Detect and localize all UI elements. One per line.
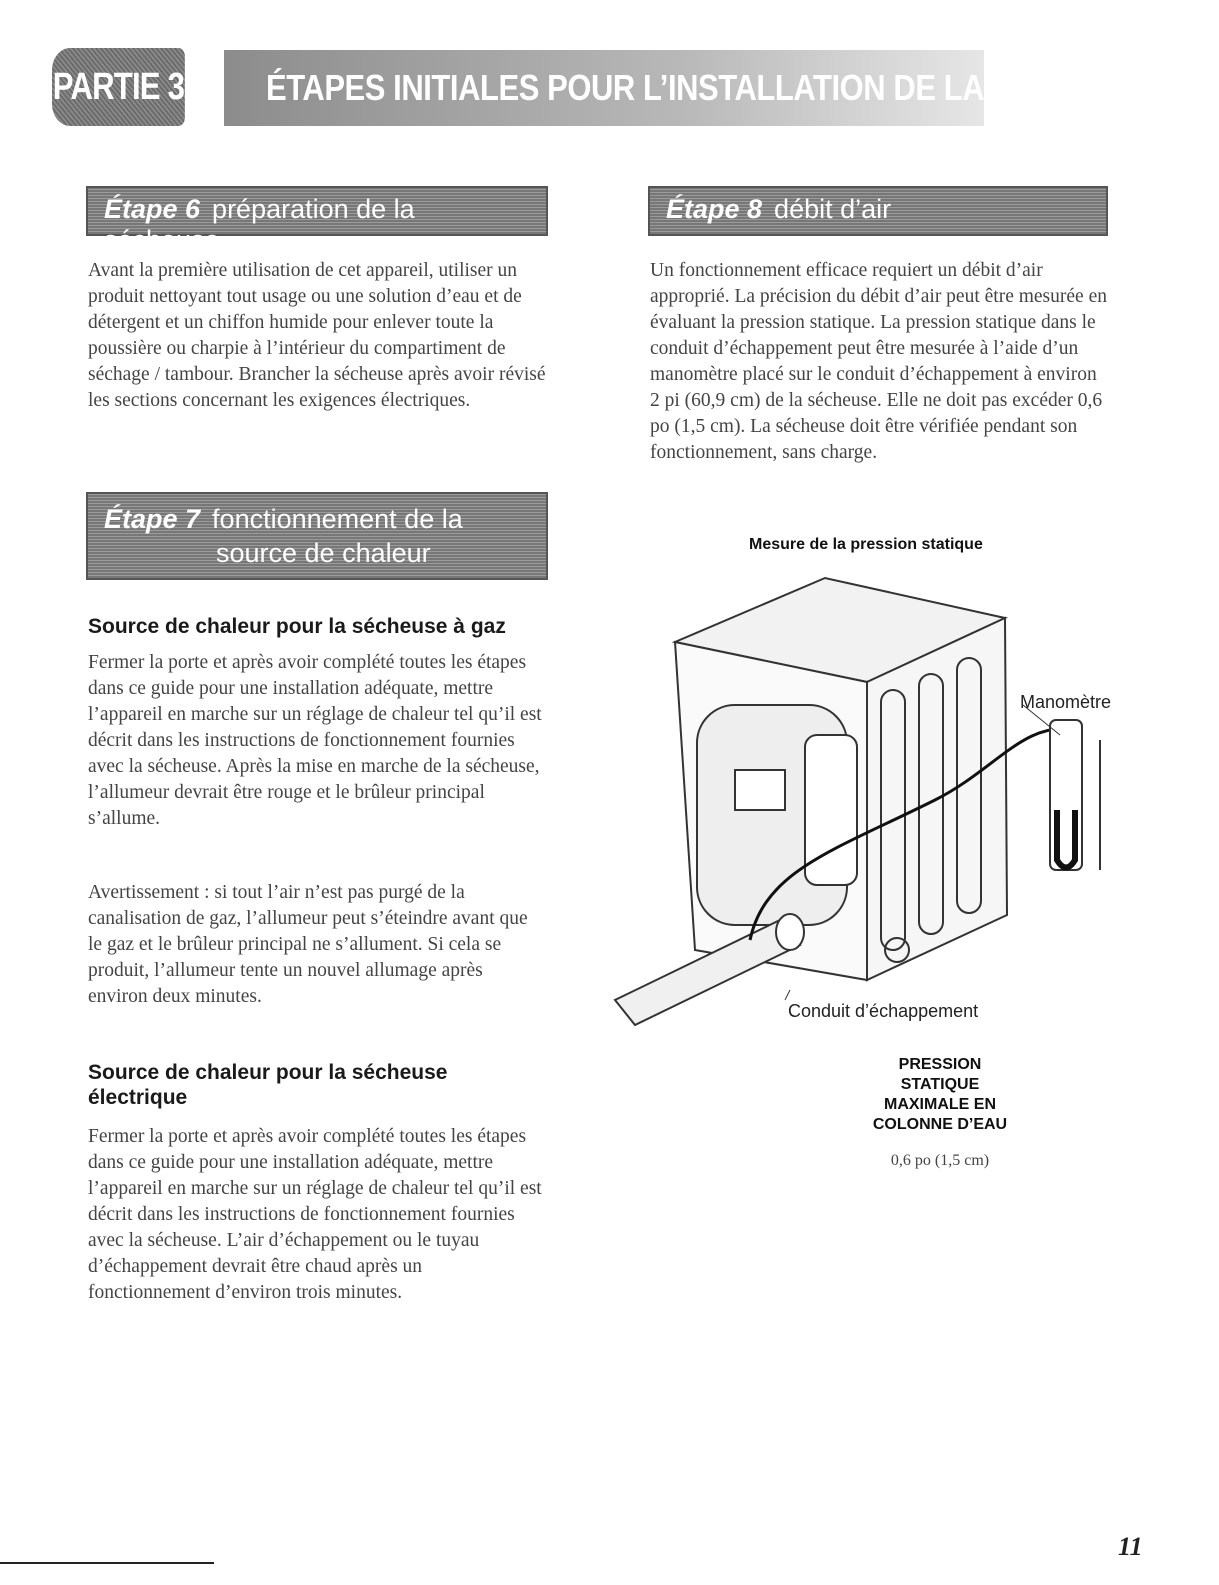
part-label: PARTIE 3 xyxy=(52,65,185,108)
page-title-banner xyxy=(224,50,1159,126)
part-label-banner xyxy=(52,48,185,126)
step8-label: Étape 8 xyxy=(666,194,763,224)
step8-paragraph: Un fonctionnement efficace requiert un débit d’air approprié. La précision du débit d’air peut être mesurée en évaluant la pression statique. La pression statique dans le conduit d’échappement peut être mesurée à l’aide d’un manomètre placé sur le conduit d’échappement à environ 2 pi (60,9 cm) de la sécheuse. Elle ne doit pas excéder 0,6 po (1,5 cm). La sécheuse doit être vérifiée pendant son fonctionnement, sans charge. xyxy=(650,260,1107,463)
step7-heading-box xyxy=(86,492,548,580)
gas-heading: Source de chaleur pour la sécheuse à gaz xyxy=(88,615,506,638)
pressure-heading-line3: MAXIMALE EN xyxy=(884,1096,996,1113)
exhaust-duct-label: Conduit d’échappement xyxy=(788,1001,979,1021)
step7-label: Étape 7 xyxy=(104,504,201,534)
pressure-heading-line4: COLONNE D’EAU xyxy=(872,1116,1008,1133)
dryer-illustration xyxy=(605,570,1125,1040)
electric-heading: Source de chaleur pour la sécheuse électrique xyxy=(88,1061,448,1109)
gas-paragraph: Fermer la porte et après avoir complété toutes les étapes dans ce guide pour une installation adéquate, mettre l’appareil en marche sur un réglage de chaleur tel qu’il est décrit dans les instructions de fonctionnement fournies avec la sécheuse. Après la mise en marche de la sécheuse, l’allumeur devrait être rouge et le brûleur principal s’allume. xyxy=(88,652,542,829)
warning-paragraph: Avertissement : si tout l’air n’est pas purgé de la canalisation de gaz, l’allumeur peut s’éteindre avant que le gaz et le brûleur principal ne s’allument. Si cela se produit, l’allumeur tente un nouvel allumage après environ deux minutes. xyxy=(88,882,528,1007)
step7-title-line2: source de chaleur xyxy=(216,538,431,568)
step8-heading-box xyxy=(648,186,1108,236)
step8-title: débit d’air xyxy=(774,194,892,224)
page-title: ÉTAPES INITIALES POUR L’INSTALLATION DE LA SÉCHEUSE xyxy=(266,67,1159,108)
max-pressure-heading xyxy=(840,1055,1040,1135)
footer-rule xyxy=(0,1562,214,1564)
max-pressure-value: 0,6 po (1,5 cm) xyxy=(890,1152,990,1169)
step6-heading-box xyxy=(86,186,548,255)
page-number: 11 xyxy=(1118,1532,1143,1561)
step7-title-line1: fonctionnement de la xyxy=(212,504,463,534)
manometer-label: Manomètre xyxy=(1020,692,1112,712)
electric-paragraph: Fermer la porte et après avoir complété toutes les étapes dans ce guide pour une installation adéquate, mettre l’appareil en marche sur un réglage de chaleur tel qu’il est décrit dans les instructions de fonctionnement fournies avec la sécheuse. L’air d’échappement ou le tuyau d’échappement devrait être chaud après un fonctionnement d’environ trois minutes. xyxy=(88,1126,542,1303)
pressure-heading-line1: PRESSION xyxy=(898,1056,982,1073)
pressure-heading-line2: STATIQUE xyxy=(900,1076,980,1093)
step6-title: préparation de la sécheuse xyxy=(104,194,415,255)
figure-caption: Mesure de la pression statique xyxy=(749,536,983,553)
step6-label: Étape 6 xyxy=(104,194,201,224)
step6-paragraph: Avant la première utilisation de cet appareil, utiliser un produit nettoyant tout usage ou une solution d’eau et de détergent et un chiffon humide pour enlever toute la poussière ou charpie à l’intérieur du compartiment de séchage / tambour. Brancher la sécheuse après avoir révisé les sections concernant les exigences électriques. xyxy=(88,260,546,411)
